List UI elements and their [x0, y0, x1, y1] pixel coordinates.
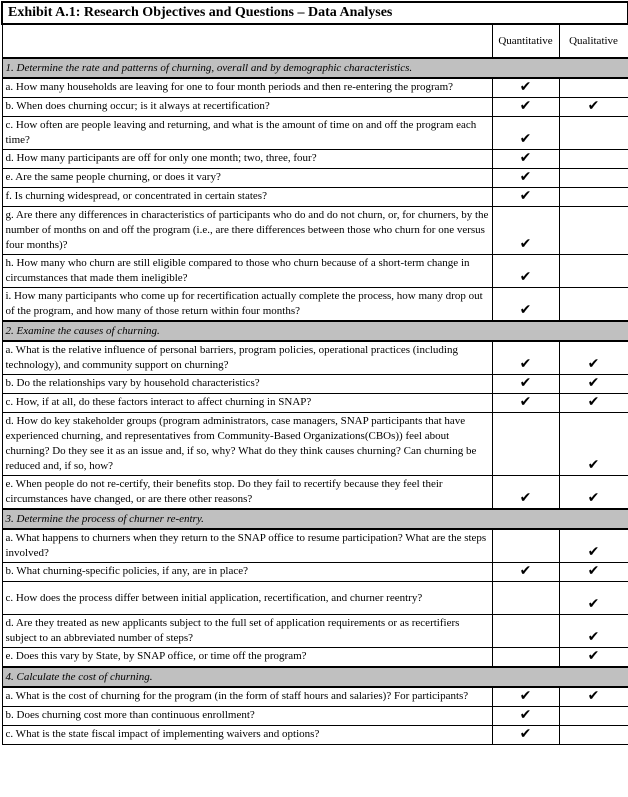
quantitative-check-cell [492, 529, 559, 563]
quantitative-check-cell [492, 563, 559, 582]
quantitative-check-cell [492, 375, 559, 394]
checkmark-icon: ✔ [519, 563, 532, 579]
qualitative-check-cell [559, 117, 628, 150]
qualitative-check-cell [559, 78, 628, 98]
question-row [2, 394, 628, 413]
section-heading-row [2, 321, 628, 341]
checkmark-icon: ✔ [519, 236, 532, 252]
quantitative-check-cell [492, 117, 559, 150]
exhibit-title-row [2, 2, 628, 24]
qualitative-check-cell [559, 255, 628, 288]
qualitative-column-header: Qualitative [559, 24, 628, 58]
qualitative-check-cell [559, 394, 628, 413]
checkmark-icon: ✔ [519, 98, 532, 114]
qualitative-check-cell [559, 707, 628, 726]
question-text: c. How often are people leaving and returning, and what is the amount of time on and off the program each time? [2, 117, 492, 150]
question-text: d. How do key stakeholder groups (program administrators, case managers, SNAP participants that have experienced churning, and representatives from Community-Based Organizations(CBOs)) feel about churning? Do they see it as an issue and, if so, why? What do they think causes churning? Can churning be reduced and, if so, how? [2, 413, 492, 476]
question-text: a. What happens to churners when they return to the SNAP office to resume participation? What are the steps involved? [2, 529, 492, 563]
quantitative-column-header: Quantitative [492, 24, 559, 58]
question-row [2, 78, 628, 98]
quantitative-check-cell [492, 582, 559, 615]
qualitative-check-cell [559, 563, 628, 582]
checkmark-icon: ✔ [519, 169, 532, 185]
qualitative-check-cell [559, 188, 628, 207]
quantitative-check-cell [492, 726, 559, 745]
checkmark-icon: ✔ [587, 356, 600, 372]
qualitative-check-cell [559, 150, 628, 169]
question-row [2, 563, 628, 582]
quantitative-check-cell [492, 188, 559, 207]
question-row [2, 687, 628, 707]
checkmark-icon: ✔ [519, 188, 532, 204]
question-row [2, 341, 628, 375]
quantitative-check-cell [492, 687, 559, 707]
checkmark-icon: ✔ [587, 648, 600, 664]
question-row [2, 188, 628, 207]
quantitative-check-cell [492, 207, 559, 255]
question-row [2, 375, 628, 394]
question-text: a. What is the relative influence of personal barriers, program policies, operational practices (including technology), and community support on churning? [2, 341, 492, 375]
question-text: i. How many participants who come up for recertification actually complete the process, how many drop out of the program, and how many of those return within four months? [2, 288, 492, 322]
question-row [2, 150, 628, 169]
question-row [2, 529, 628, 563]
question-text: e. Does this vary by State, by SNAP office, or time off the program? [2, 648, 492, 668]
qualitative-check-cell [559, 687, 628, 707]
quantitative-check-cell [492, 413, 559, 476]
checkmark-icon: ✔ [587, 629, 600, 645]
quantitative-check-cell [492, 288, 559, 322]
question-text: e. Are the same people churning, or does it vary? [2, 169, 492, 188]
quantitative-check-cell [492, 78, 559, 98]
header-blank-cell [2, 24, 492, 58]
checkmark-icon: ✔ [587, 563, 600, 579]
quantitative-check-cell [492, 169, 559, 188]
checkmark-icon: ✔ [587, 596, 600, 612]
checkmark-icon: ✔ [587, 98, 600, 114]
question-row [2, 255, 628, 288]
qualitative-check-cell [559, 98, 628, 117]
quantitative-check-cell [492, 341, 559, 375]
qualitative-check-cell [559, 615, 628, 648]
checkmark-icon: ✔ [519, 356, 532, 372]
question-text: a. How many households are leaving for one to four month periods and then re-entering the program? [2, 78, 492, 98]
exhibit-title: Exhibit A.1: Research Objectives and Questions – Data Analyses [2, 2, 628, 24]
checkmark-icon: ✔ [519, 726, 532, 742]
question-row [2, 726, 628, 745]
question-row [2, 615, 628, 648]
qualitative-check-cell [559, 476, 628, 510]
qualitative-check-cell [559, 582, 628, 615]
question-text: b. Does churning cost more than continuous enrollment? [2, 707, 492, 726]
research-objectives-table [1, 1, 628, 745]
quantitative-check-cell [492, 648, 559, 668]
question-row [2, 648, 628, 668]
question-text: d. How many participants are off for only one month; two, three, four? [2, 150, 492, 169]
checkmark-icon: ✔ [587, 457, 600, 473]
checkmark-icon: ✔ [519, 394, 532, 410]
checkmark-icon: ✔ [587, 394, 600, 410]
question-text: c. How does the process differ between initial application, recertification, and churner reentry? [2, 582, 492, 615]
column-header-row [2, 24, 628, 58]
question-text: b. Do the relationships vary by household characteristics? [2, 375, 492, 394]
question-text: a. What is the cost of churning for the program (in the form of staff hours and salaries)? For participants? [2, 687, 492, 707]
question-row [2, 476, 628, 510]
question-text: c. What is the state fiscal impact of implementing waivers and options? [2, 726, 492, 745]
checkmark-icon: ✔ [587, 544, 600, 560]
question-row [2, 288, 628, 322]
quantitative-check-cell [492, 98, 559, 117]
quantitative-check-cell [492, 707, 559, 726]
question-row [2, 169, 628, 188]
checkmark-icon: ✔ [519, 79, 532, 95]
checkmark-icon: ✔ [587, 375, 600, 391]
qualitative-check-cell [559, 288, 628, 322]
question-row [2, 413, 628, 476]
question-text: d. Are they treated as new applicants subject to the full set of application requirements or as recertifiers subject to an abbreviated number of steps? [2, 615, 492, 648]
section-heading-row [2, 509, 628, 529]
qualitative-check-cell [559, 648, 628, 668]
qualitative-check-cell [559, 375, 628, 394]
checkmark-icon: ✔ [519, 688, 532, 704]
qualitative-check-cell [559, 341, 628, 375]
checkmark-icon: ✔ [519, 131, 532, 147]
checkmark-icon: ✔ [519, 707, 532, 723]
question-text: g. Are there any differences in characteristics of participants who do and do not churn, or, for churners, by the number of months on and off the program (i.e., are there differences between those who churn for one versus four months)? [2, 207, 492, 255]
checkmark-icon: ✔ [519, 490, 532, 506]
checkmark-icon: ✔ [519, 375, 532, 391]
qualitative-check-cell [559, 726, 628, 745]
section-heading: 3. Determine the process of churner re-entry. [2, 509, 628, 529]
question-text: c. How, if at all, do these factors interact to affect churning in SNAP? [2, 394, 492, 413]
question-text: b. What churning-specific policies, if any, are in place? [2, 563, 492, 582]
checkmark-icon: ✔ [519, 302, 532, 318]
section-heading: 4. Calculate the cost of churning. [2, 667, 628, 687]
quantitative-check-cell [492, 476, 559, 510]
section-heading-row [2, 667, 628, 687]
question-row [2, 98, 628, 117]
checkmark-icon: ✔ [587, 688, 600, 704]
qualitative-check-cell [559, 529, 628, 563]
quantitative-check-cell [492, 615, 559, 648]
qualitative-check-cell [559, 413, 628, 476]
section-heading-row [2, 58, 628, 78]
quantitative-check-cell [492, 394, 559, 413]
question-row [2, 707, 628, 726]
quantitative-check-cell [492, 255, 559, 288]
section-heading: 1. Determine the rate and patterns of churning, overall and by demographic characteristics. [2, 58, 628, 78]
question-text: e. When people do not re-certify, their benefits stop. Do they fail to recertify because they feel their circumstances have changed, or are there other reasons? [2, 476, 492, 510]
quantitative-check-cell [492, 150, 559, 169]
question-text: b. When does churning occur; is it always at recertification? [2, 98, 492, 117]
question-row [2, 207, 628, 255]
question-row [2, 582, 628, 615]
checkmark-icon: ✔ [519, 150, 532, 166]
checkmark-icon: ✔ [587, 490, 600, 506]
checkmark-icon: ✔ [519, 269, 532, 285]
question-row [2, 117, 628, 150]
section-heading: 2. Examine the causes of churning. [2, 321, 628, 341]
qualitative-check-cell [559, 169, 628, 188]
qualitative-check-cell [559, 207, 628, 255]
question-text: h. How many who churn are still eligible compared to those who churn because of a short-term change in circumstances that made them ineligible? [2, 255, 492, 288]
question-text: f. Is churning widespread, or concentrated in certain states? [2, 188, 492, 207]
